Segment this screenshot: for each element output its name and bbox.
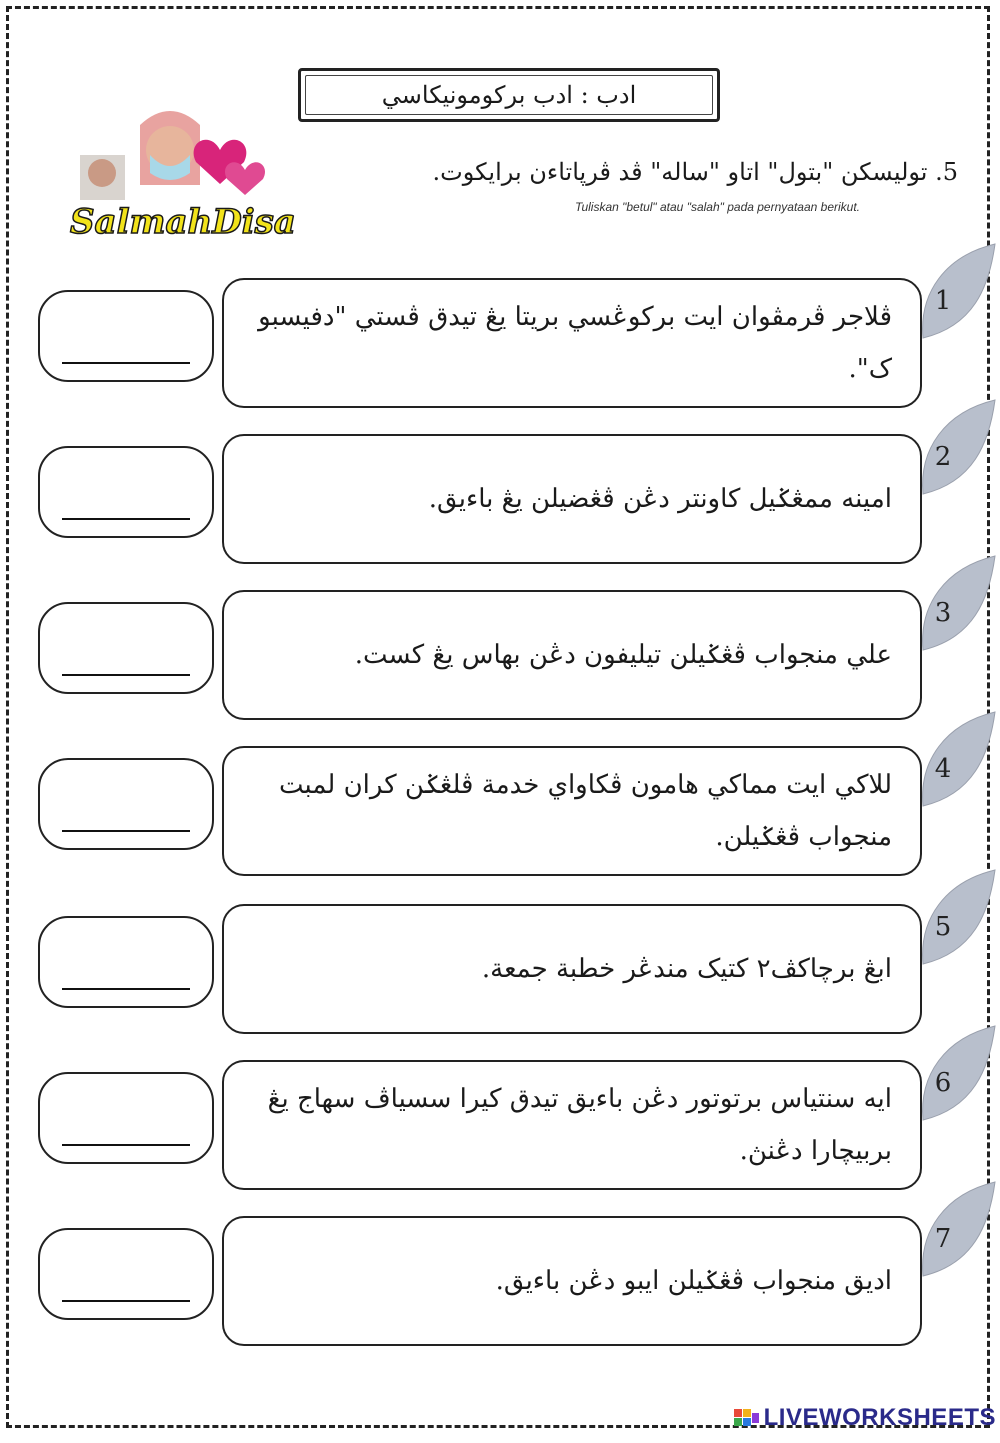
question-row: [0, 1216, 1000, 1356]
answer-input[interactable]: [38, 1072, 214, 1164]
question-row: [0, 904, 1000, 1044]
statement-text: ابڠ برچاکڤ٢ کتيک مندڠر خطبة جمعة.: [481, 954, 892, 984]
question-number: 2: [934, 442, 952, 472]
question-row: [0, 590, 1000, 730]
liveworksheets-icon: [734, 1407, 760, 1429]
salmahdisa-logo: [60, 95, 320, 265]
question-number: 3: [934, 598, 952, 628]
answer-input[interactable]: [38, 1228, 214, 1320]
liveworksheets-text: LIVEWORKSHEETS: [763, 1404, 996, 1431]
statement-text: امينه ممڠݢيل کاونتر دڠن ڤڠضيلن يڠ باءيق.: [428, 484, 892, 514]
question-row: [0, 746, 1000, 886]
instruction: 5. توليسکن "بتول" اتاو "ساله" ڤد ڤرپاتاءن برايکوت.: [432, 158, 958, 186]
answer-input[interactable]: [38, 446, 214, 538]
question-row: [0, 1060, 1000, 1200]
statement-text: اديق منجواب ڤڠݢيلن ايبو دڠن باءيق.: [495, 1266, 892, 1296]
question-number: 4: [934, 754, 952, 784]
question-number: 1: [934, 286, 952, 316]
statement-text: علي منجواب ڤڠݢيلن تيليفون دڠن بهاس يڠ کست.: [354, 640, 892, 670]
answer-line: [62, 518, 190, 520]
answer-input[interactable]: [38, 758, 214, 850]
logo-text: SalmahDisa: [70, 202, 296, 242]
question-row: [0, 278, 1000, 418]
question-row: [0, 434, 1000, 574]
question-number: 7: [934, 1224, 952, 1254]
question-number: 6: [934, 1068, 952, 1098]
statement-box: [222, 434, 922, 564]
liveworksheets-brand: [734, 1404, 996, 1432]
instruction-latin: Tuliskan "betul" atau "salah" pada pernyataan berikut.: [575, 200, 860, 214]
answer-input[interactable]: [38, 916, 214, 1008]
page-title-text: ادب : ادب برکومونيکاسي: [381, 81, 637, 109]
page-title: [298, 68, 720, 122]
answer-line: [62, 988, 190, 990]
statement-box: [222, 746, 922, 876]
statement-text: للاکي ايت مماکي هامون ڤکاواي خدمة ڤلڠݢن کران لمبت منجواب ڤڠݢيلن.: [278, 770, 892, 852]
statement-box: [222, 1060, 922, 1190]
statement-text: ايه سنتياس برتوتور دڠن باءيق تيدق کيرا سسياڤ سهاج يڠ بربيچارا دڠنڽ.: [267, 1084, 892, 1166]
statement-box: [222, 278, 922, 408]
answer-line: [62, 830, 190, 832]
statement-box: [222, 590, 922, 720]
answer-input[interactable]: [38, 602, 214, 694]
statement-text: ڤلاجر ڤرمڤوان ايت برکوڠسي بريتا يڠ تيدق ڤستي "دفيسبو ک".: [258, 302, 892, 384]
answer-line: [62, 1300, 190, 1302]
statement-box: [222, 1216, 922, 1346]
statement-box: [222, 904, 922, 1034]
answer-line: [62, 1144, 190, 1146]
answer-line: [62, 674, 190, 676]
question-number: 5: [934, 912, 952, 942]
answer-line: [62, 362, 190, 364]
answer-input[interactable]: [38, 290, 214, 382]
